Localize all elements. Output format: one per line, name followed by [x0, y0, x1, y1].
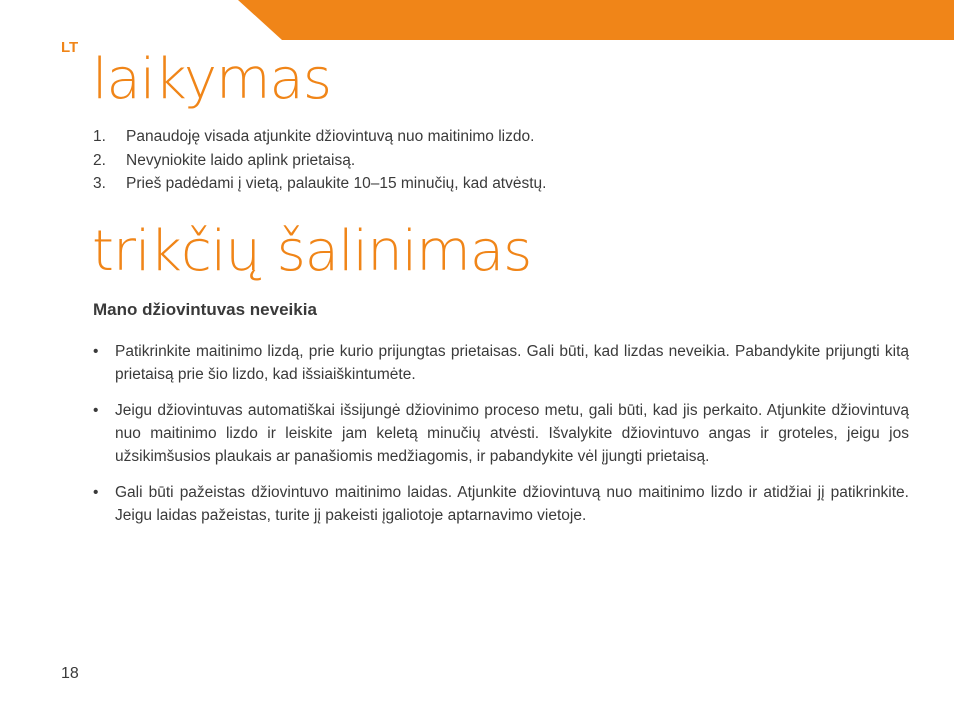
bullet-marker: •	[93, 402, 99, 419]
list-item	[93, 125, 546, 149]
step-number: 1.	[93, 128, 106, 145]
step-text: Panaudoję visada atjunkite džiovintuvą nuo maitinimo lizdo.	[126, 128, 535, 145]
step-number: 3.	[93, 175, 106, 192]
bullet-marker: •	[93, 484, 99, 501]
bullet-text: Patikrinkite maitinimo lizdą, prie kurio prijungtas prietaisas. Gali būti, kad lizdas neveikia. Pabandykite prijungti kitą prietaisą prie šio lizdo, kad išsiaiškintumėte.	[115, 343, 909, 383]
problem-subheading: Mano džiovintuvas neveikia	[93, 300, 317, 319]
orange-banner-shape	[238, 0, 954, 40]
list-item	[93, 149, 546, 173]
bullet-text: Jeigu džiovintuvas automatiškai išsijungė džiovinimo proceso metu, gali būti, kad jis perkaito. Atjunkite džiovintuvą nuo maitinimo lizdo ir leiskite jam keletą minučių atvėsti. Išvalykite džiovintuvo angas ir groteles, jeigu jos užsikimšusios plaukais ar panašiomis medžiagomis, ir pabandykite vėl įjungti prietaisą.	[115, 402, 909, 465]
header-banner	[0, 0, 954, 40]
list-item	[93, 172, 546, 196]
step-number: 2.	[93, 151, 106, 169]
language-tag: LT	[61, 39, 79, 56]
list-item	[93, 399, 909, 468]
care-section-title: laikymas	[92, 47, 332, 112]
care-steps-list	[93, 125, 546, 196]
bullet-text: Gali būti pažeistas džiovintuvo maitinimo laidas. Atjunkite džiovintuvą nuo maitinimo lizdo ir atidžiai jį patikrinkite. Jeigu laidas pažeistas, turite jį pakeisti įgaliotoje aptarnavimo vietoje.	[115, 484, 909, 524]
step-text: Prieš padėdami į vietą, palaukite 10–15 minučių, kad atvėstų.	[126, 175, 547, 192]
bullet-marker: •	[93, 343, 99, 360]
step-text: Nevyniokite laido aplink prietaisą.	[126, 151, 356, 169]
page-number: 18	[61, 665, 79, 682]
troubleshooting-bullet-list	[93, 340, 909, 540]
list-item	[93, 481, 909, 527]
troubleshooting-section-title: trikčių šalinimas	[92, 219, 532, 284]
list-item	[93, 340, 909, 386]
